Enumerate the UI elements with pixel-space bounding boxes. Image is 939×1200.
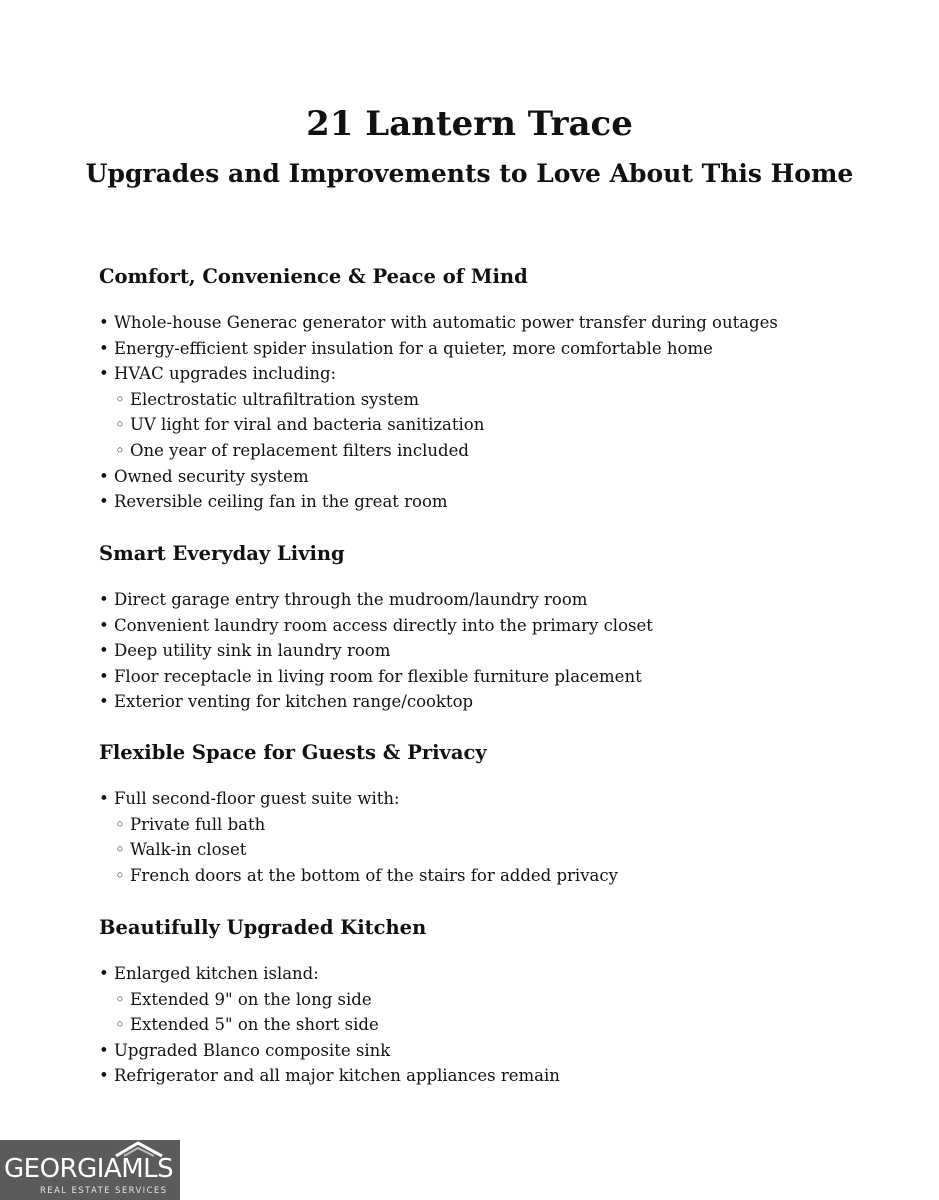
sub-list-item: ◦ Extended 9" on the long side: [115, 989, 372, 1009]
section-smart-living: [99, 539, 919, 715]
logo-tagline: REAL ESTATE SERVICES: [40, 1186, 168, 1196]
section-comfort: [99, 262, 919, 515]
section-heading: Flexible Space for Guests & Privacy: [99, 741, 487, 764]
list-item: • Upgraded Blanco composite sink: [99, 1040, 391, 1060]
sub-list-item: ◦ French doors at the bottom of the stairs for added privacy: [115, 865, 618, 885]
list-item: • Convenient laundry room access directly into the primary closet: [99, 615, 653, 635]
logo-wordmark: GEORGIAMLS: [4, 1154, 174, 1184]
list-item: • Enlarged kitchen island:: [99, 964, 319, 983]
document-subtitle: Upgrades and Improvements to Love About This Home: [85, 159, 854, 188]
section-kitchen: [99, 913, 919, 1089]
sub-list-item: ◦ Extended 5" on the short side: [115, 1015, 379, 1035]
list-item: • Floor receptacle in living room for flexible furniture placement: [99, 666, 642, 686]
list-item: • Full second-floor guest suite with:: [99, 789, 400, 808]
bullet-list: [99, 786, 919, 888]
section-heading: Beautifully Upgraded Kitchen: [99, 916, 427, 939]
list-item: • Deep utility sink in laundry room: [99, 641, 391, 661]
list-item: • Reversible ceiling fan in the great room: [99, 492, 448, 512]
list-item: • Exterior venting for kitchen range/cooktop: [99, 692, 474, 712]
sub-list-item: ◦ Private full bath: [115, 814, 266, 834]
section-heading: Smart Everyday Living: [99, 542, 345, 565]
sub-list-item: ◦ UV light for viral and bacteria sanitization: [115, 415, 485, 435]
sub-list-item: ◦ Electrostatic ultrafiltration system: [115, 389, 419, 409]
georgia-mls-logo: [0, 1140, 180, 1200]
section-heading: Comfort, Convenience & Peace of Mind: [99, 265, 528, 288]
list-item: • Whole-house Generac generator with automatic power transfer during outages: [99, 313, 778, 332]
sub-list-item: ◦ Walk-in closet: [115, 840, 247, 860]
bullet-list: [99, 587, 919, 715]
list-item: • Direct garage entry through the mudroom/laundry room: [99, 590, 588, 609]
list-item: • Owned security system: [99, 466, 309, 486]
list-item: • Refrigerator and all major kitchen appliances remain: [99, 1066, 560, 1086]
list-item: • Energy-efficient spider insulation for a quieter, more comfortable home: [99, 338, 713, 358]
section-guest-space: [99, 738, 919, 888]
list-item: • HVAC upgrades including:: [99, 364, 337, 384]
sub-list-item: ◦ One year of replacement filters included: [115, 440, 469, 460]
document-title: 21 Lantern Trace: [306, 104, 633, 144]
bullet-list: [99, 961, 919, 1089]
bullet-list: [99, 310, 919, 515]
